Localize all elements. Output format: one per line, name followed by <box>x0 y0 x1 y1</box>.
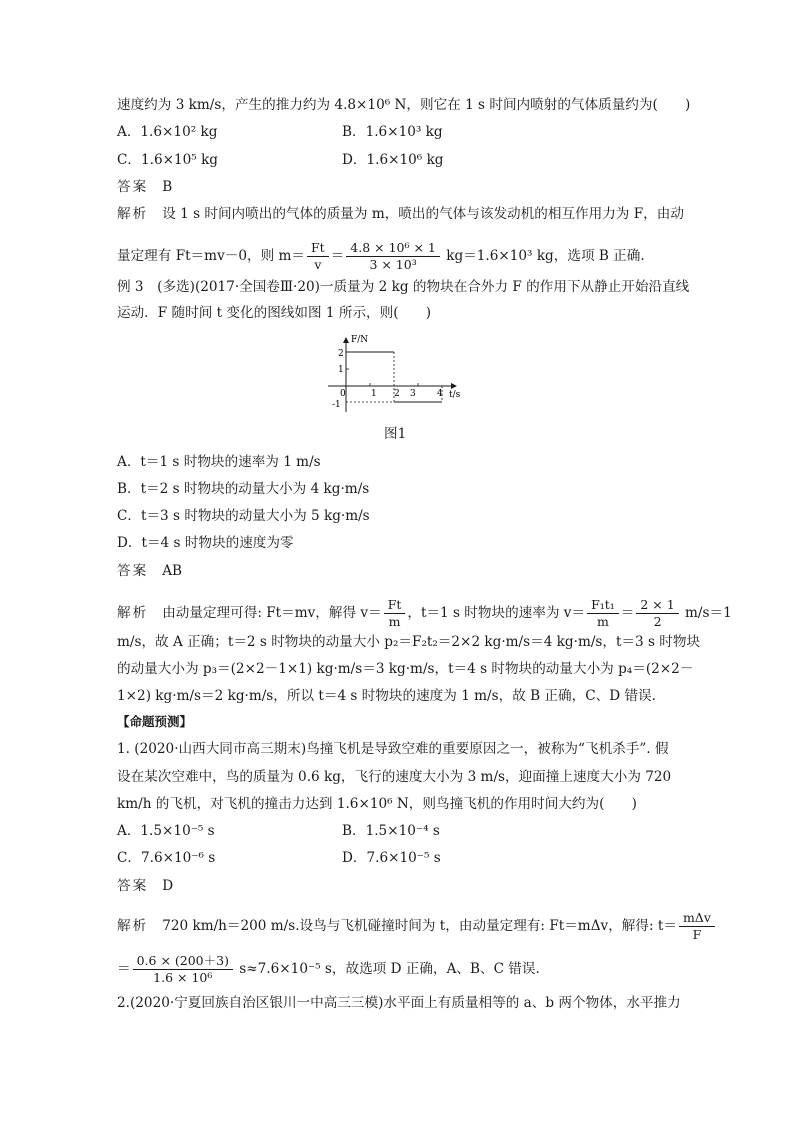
answer-line <box>117 177 172 197</box>
formula-text: ，t＝1 s 时物块的速率为 v＝ <box>407 605 586 621</box>
formula-text: s≈7.6×10⁻⁵ s，故选项 D 正确，A、B、C 错误. <box>234 961 540 977</box>
formula-text: kg＝1.6×10³ kg，选项 B 正确. <box>441 248 645 264</box>
section-header <box>117 712 192 732</box>
analysis-text: 的动量大小为 p₃＝(2×2－1×1) kg·m/s＝3 kg·m/s，t＝4 s 时物块的动量大小为 p₄＝(2×2－ <box>117 661 694 677</box>
question-2-stem: 2.(2020·宁夏回族自治区银川一中高三三模)水平面上有质量相等的 a、b 两个物体，水平推力 <box>117 995 681 1011</box>
option-c: C．7.6×10⁻⁶ s <box>117 850 216 866</box>
answer-value: AB <box>162 563 182 579</box>
answer-line <box>117 876 173 896</box>
analysis-line <box>117 204 684 224</box>
fraction: $\frac{\text{F₁t₁}}{m}$ <box>587 597 619 630</box>
analysis-formula-line <box>117 953 540 986</box>
fraction: $\frac{Ft}{v}$ <box>307 240 329 273</box>
option-a: A．t＝1 s 时物块的速率为 1 m/s <box>117 454 321 470</box>
fraction: $\frac{Ft}{m}$ <box>384 597 406 630</box>
analysis-text: 设 1 s 时间内喷出的气体的质量为 m，喷出的气体与该发动机的相互作用力为 F，由动 <box>162 206 684 222</box>
y-axis-label: F/N <box>351 335 369 345</box>
analysis-label: 解析 <box>117 918 149 934</box>
y-tick-1: 1 <box>338 365 344 375</box>
analysis-formula-line <box>117 910 717 943</box>
option-b: B．t＝2 s 时物块的动量大小为 4 kg·m/s <box>117 481 370 497</box>
analysis-formula-line <box>117 240 645 273</box>
x-tick-2: 2 <box>394 389 400 399</box>
option-d: D．7.6×10⁻⁵ s <box>342 850 441 866</box>
option-b: B．1.5×10⁻⁴ s <box>342 823 440 839</box>
origin-label: 0 <box>340 389 346 399</box>
analysis-text: m/s，故 A 正确；t＝2 s 时物块的动量大小 p₂＝F₂t₂＝2×2 kg·m/s＝4 kg·m/s，t＝3 s 时物块 <box>117 634 701 650</box>
answer-value: D <box>162 878 174 894</box>
x-tick-3: 3 <box>410 389 416 399</box>
y-tick-2: 2 <box>338 349 344 359</box>
option-c: C．t＝3 s 时物块的动量大小为 5 kg·m/s <box>117 508 370 524</box>
question-1-stem: 设在某次空难中，鸟的质量为 0.6 kg，飞行的速度大小为 3 m/s，迎面撞上速度大小为 720 <box>117 769 672 785</box>
analysis-formula-line <box>117 597 732 630</box>
answer-label: 答案 <box>117 878 149 894</box>
answer-label: 答案 <box>117 179 149 195</box>
formula-text: 720 km/h＝200 m/s.设鸟与飞机碰撞时间为 t，由动量定理有: Ft＝mΔv，解得: t＝ <box>162 918 677 934</box>
fraction: $\frac{0.6 \times (200+3)}{\text{1.6 × 10⁶}}$ <box>133 953 233 986</box>
analysis-label: 解析 <box>117 206 149 222</box>
answer-value: B <box>162 179 173 195</box>
analysis-text: 1×2) kg·m/s＝2 kg·m/s，所以 t＝4 s 时物块的速度为 1 m/s，故 B 正确，C、D 错误. <box>117 688 656 704</box>
x-tick-4: 4 <box>437 389 443 399</box>
formula-text: 由动量定理可得: Ft＝mv，解得 v＝ <box>162 605 382 621</box>
y-tick-neg1: -1 <box>332 400 341 410</box>
x-tick-1: 1 <box>371 389 377 399</box>
example-3-stem: 例 3 (多选)(2017·全国卷Ⅲ·20)一质量为 2 kg 的物块在合外力 F 的作用下从静止开始沿直线 <box>117 279 690 295</box>
option-c: C．1.6×10⁵ kg <box>117 152 219 168</box>
figure-caption: 图1 <box>384 426 407 442</box>
fraction: $\frac{\text{mΔv}}{F}$ <box>679 910 715 943</box>
fraction: $\frac{\text{4.8 × 10⁶ × 1}}{\text{3 × 10³}}$ <box>346 240 440 273</box>
question-1-stem: 1. (2020·山西大同市高三期末)鸟撞飞机是导致空难的重要原因之一，被称为“飞机杀手”. 假 <box>117 741 669 757</box>
fraction: $\frac{2 \times 1}{2}$ <box>636 597 678 630</box>
section-header-text: 【命题预测】 <box>117 714 193 729</box>
answer-label: 答案 <box>117 563 149 579</box>
question-stem-line: 速度约为 3 km/s，产生的推力约为 4.8×10⁶ N，则它在 1 s 时间内喷射的气体质量约为( ) <box>117 97 691 113</box>
analysis-label: 解析 <box>117 605 149 621</box>
option-b: B．1.6×10³ kg <box>342 124 443 140</box>
question-1-stem: km/h 的飞机，对飞机的撞击力达到 1.6×10⁶ N，则鸟撞飞机的作用时间大约为( ) <box>117 796 637 812</box>
equals-sign: ＝ <box>330 248 345 264</box>
equals-sign: ＝ <box>620 605 635 621</box>
answer-line <box>117 561 182 581</box>
example-3-stem: 运动．F 随时间 t 变化的图线如图 1 所示，则( ) <box>117 305 432 321</box>
option-d: D．1.6×10⁶ kg <box>342 152 444 168</box>
formula-text: m/s＝1 <box>680 605 732 621</box>
option-a: A．1.5×10⁻⁵ s <box>117 823 215 839</box>
x-axis-label: t/s <box>449 390 461 400</box>
option-a: A．1.6×10² kg <box>117 124 218 140</box>
formula-text: 量定理有 Ft＝mv－0，则 m＝ <box>117 248 305 264</box>
force-time-graph <box>328 334 468 416</box>
option-d: D．t＝4 s 时物块的速度为零 <box>117 535 294 551</box>
equals-sign: ＝ <box>117 961 131 977</box>
